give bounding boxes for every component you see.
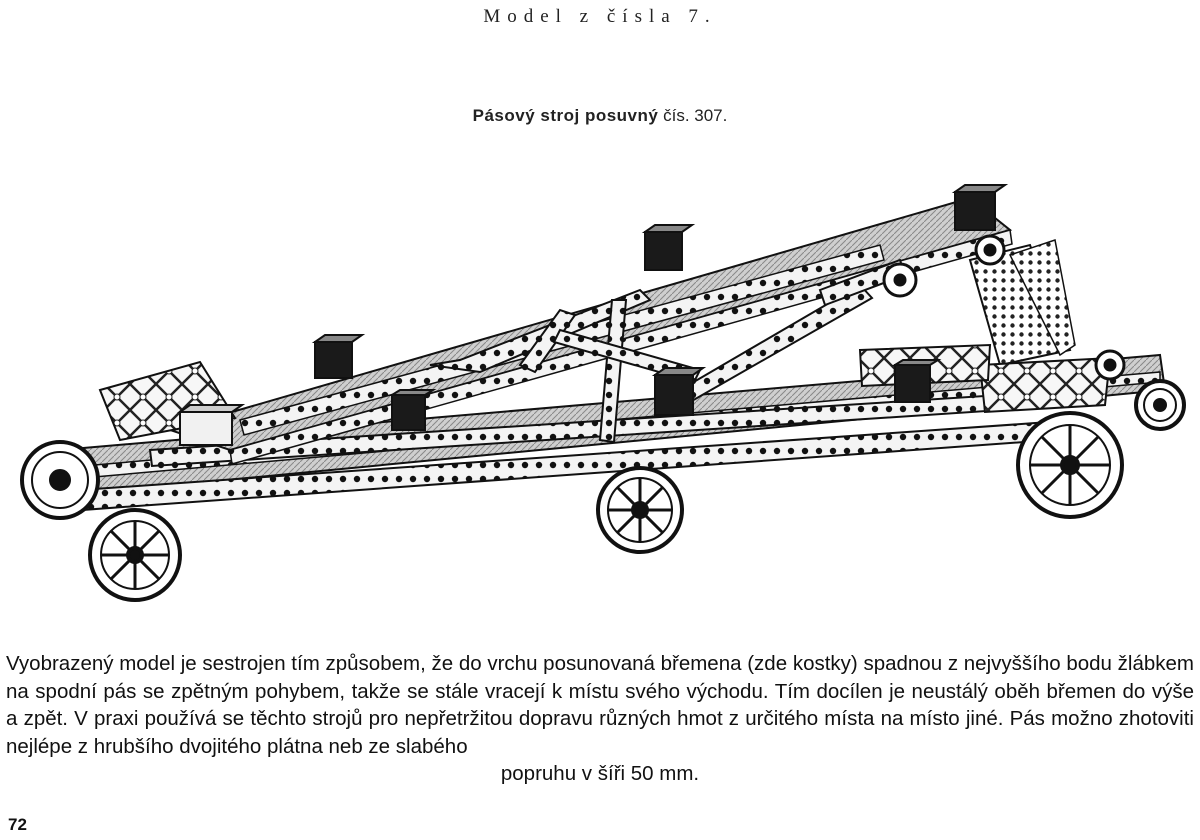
cube [180,405,242,445]
wheel [1018,413,1122,517]
body-text [6,650,1194,788]
paragraph-last-line: popruhu v šíři 50 mm. [500,762,700,785]
figure-caption [0,106,1200,126]
wheel [598,468,682,552]
page-number: 72 [8,815,27,834]
paragraph-main: Vyobrazený model je sestrojen tím způsobem, že do vrchu posunovaná břemena (zde kostky) spadnou z nejvyššího bodu žlábkem na spodní pás se zpětným pohybem, takže se stále vracejí k místu svého východu. Tím docílen je neustálý oběh břemen do výše a zpět. V praxi používá se těchto strojů pro nepřetržitou dopravu různých hmot z určitého místa na místo jiné. Pás možno zhotoviti nejlépe z hrubšího dvojitého plátna neb ze slabého [6,652,1194,758]
conveyor-machine-illustration [0,150,1200,620]
cube [315,335,362,378]
wheel [1136,381,1184,429]
page-header: Model z čísla 7. [483,6,717,27]
wheel [90,510,180,600]
wheel [22,442,98,518]
cube [645,225,692,270]
caption-number: čís. 307. [663,106,728,125]
caption-title: Pásový stroj posuvný [472,106,659,125]
